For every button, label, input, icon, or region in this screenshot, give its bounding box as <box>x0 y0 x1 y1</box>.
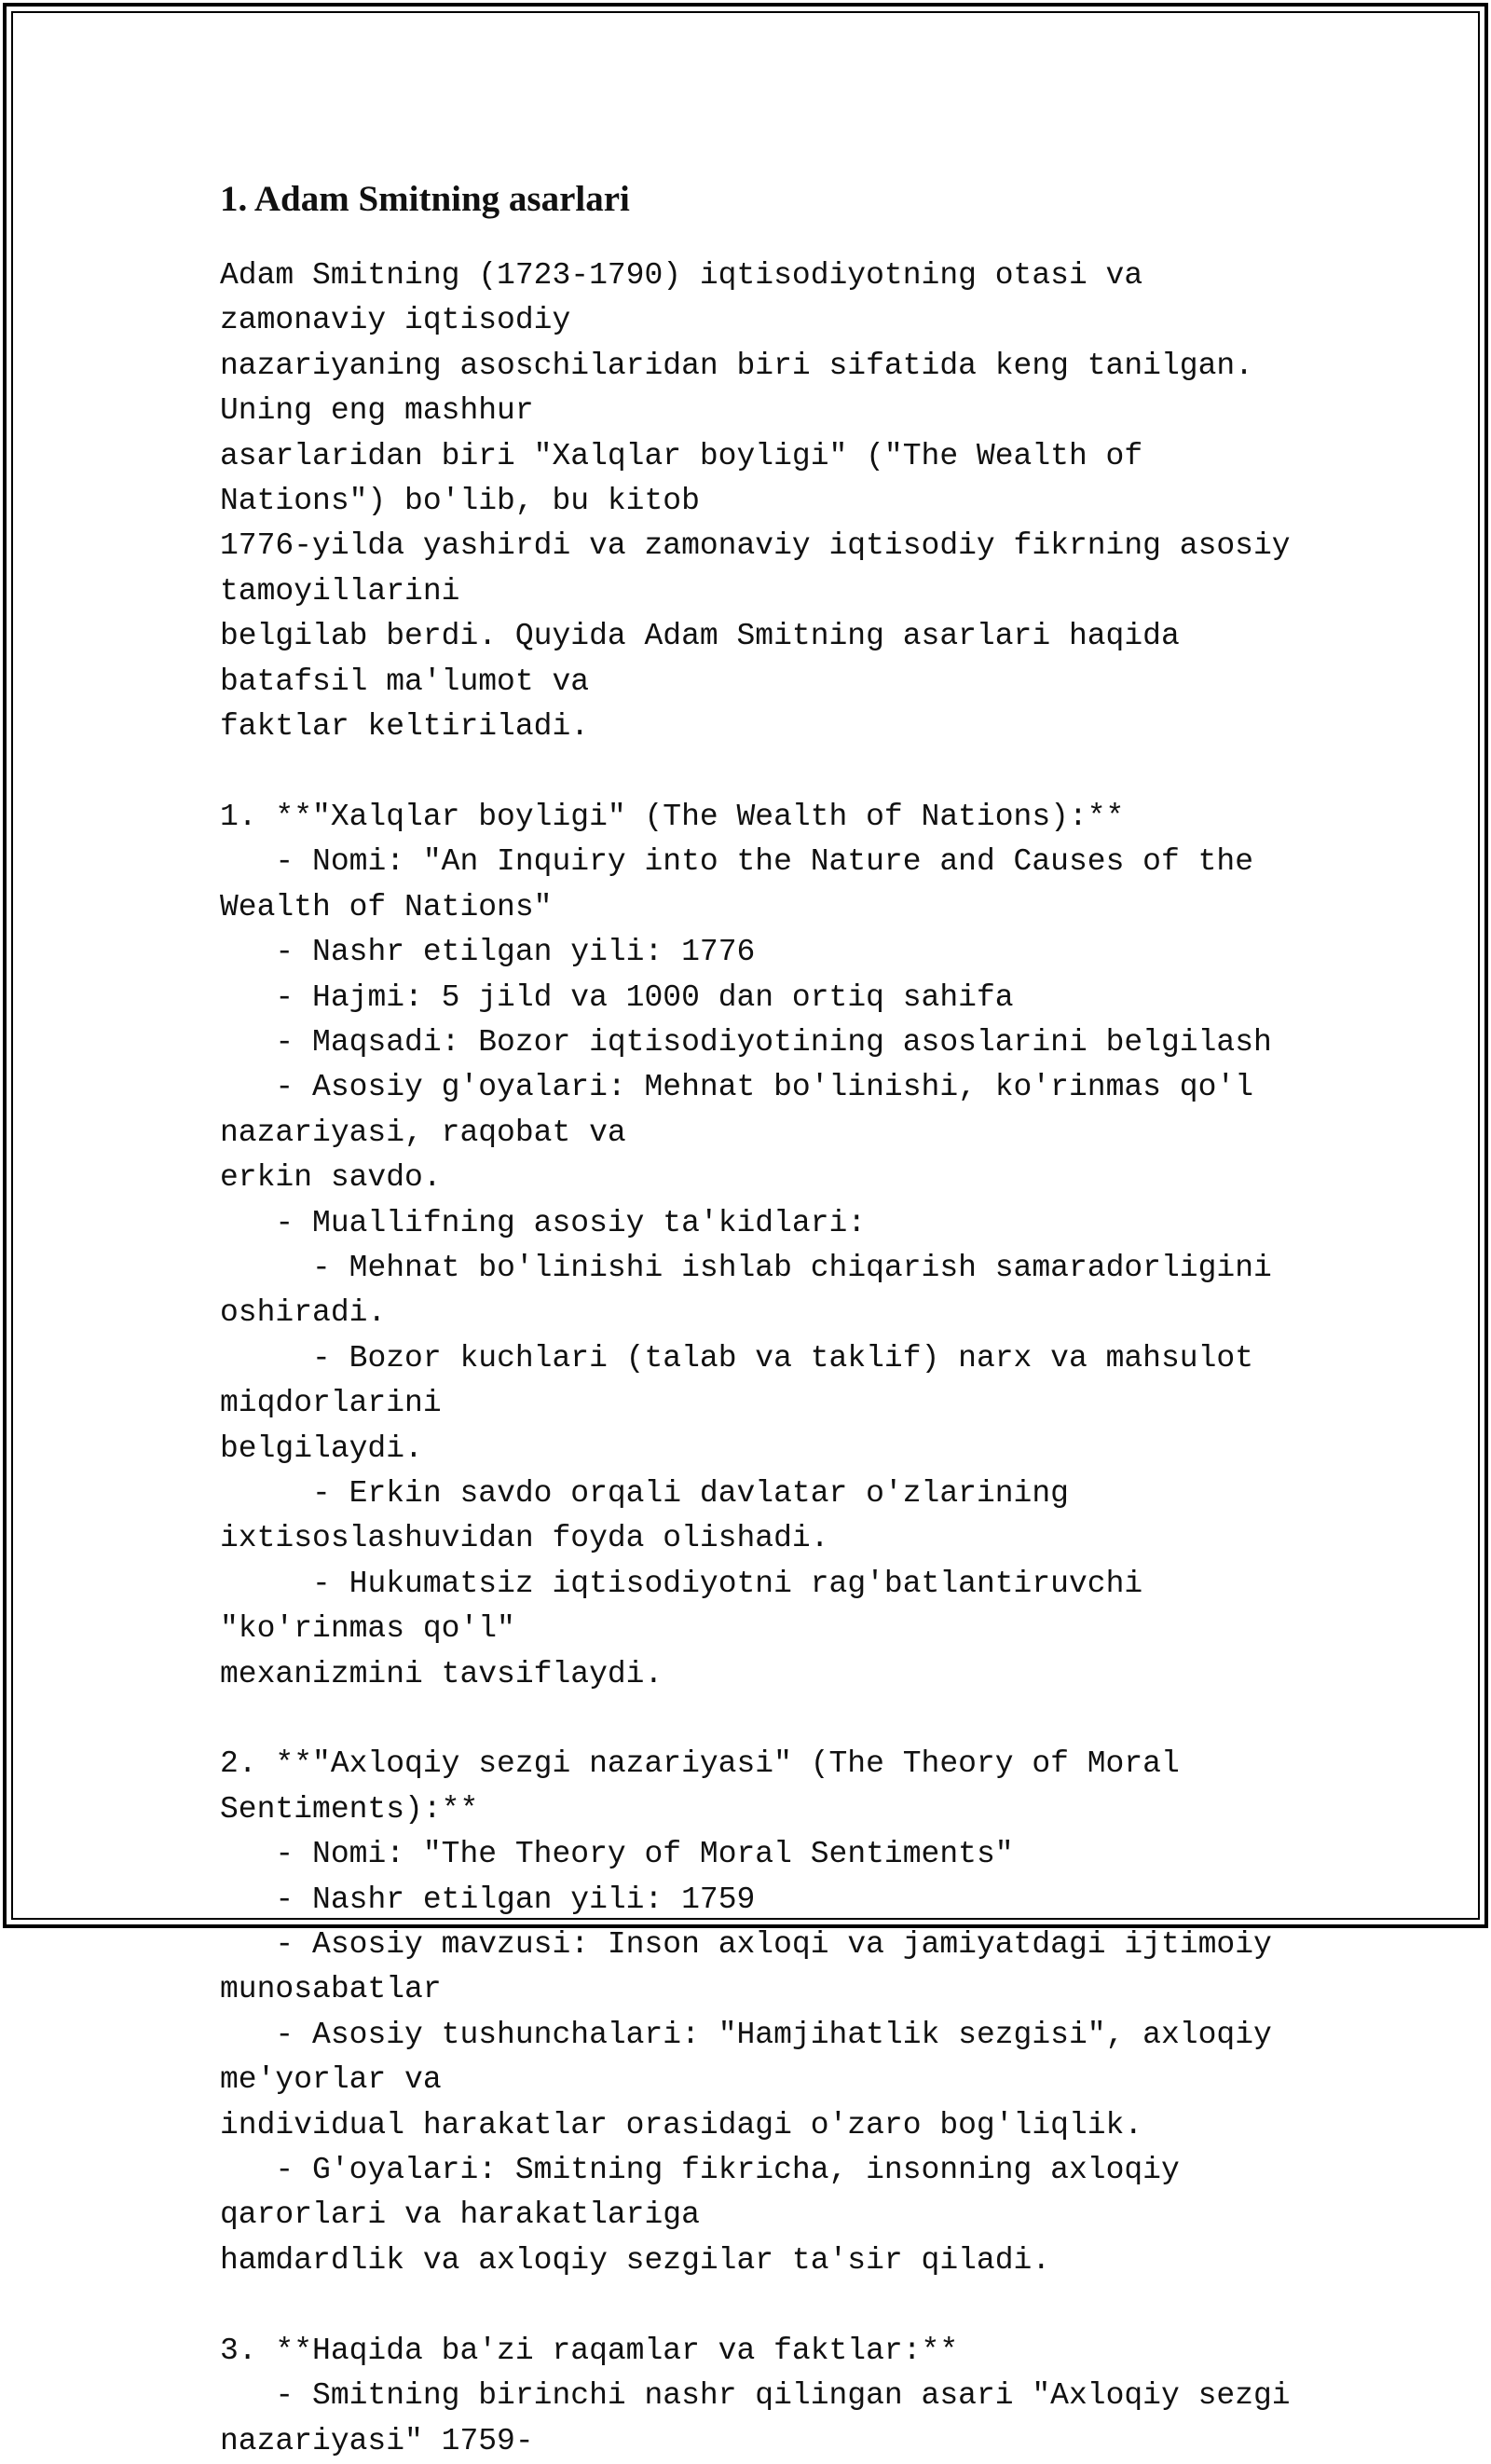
document-title: 1. Adam Smitning asarlari <box>220 179 630 219</box>
document-page <box>220 168 1292 2464</box>
document-body: Adam Smitning (1723-1790) iqtisodiyotning otasi va zamonaviy iqtisodiy nazariyaning asoschilaridan biri sifatida keng tanilgan. Uning eng mashhur asarlaridan biri "Xalqlar boyligi" ("The Wealth of Nations") bo'lib, bu kitob 1776-yilda yashirdi va zamonaviy iqtisodiy fikrning asosiy tamoyillarini belgilab berdi. Quyida Adam Smitning asarlari haqida batafsil ma'lumot va faktlar keltiriladi. 1. **"Xalqlar boyligi" (The Wealth of Nations):** - Nomi: "An Inquiry into the Nature and Causes of the Wealth of Nations" - Nashr etilgan yili: 1776 - Hajmi: 5 jild va 1000 dan ortiq sahifa - Maqsadi: Bozor iqtisodiyotining asoslarini belgilash - Asosiy g'oyalari: Mehnat bo'linishi, ko'rinmas qo'l nazariyasi, raqobat va erkin savdo. - Muallifning asosiy ta'kidlari: - Mehnat bo'linishi ishlab chiqarish samaradorligini oshiradi. - Bozor kuchlari (talab va taklif) narx va mahsulot miqdorlarini belgilaydi. - Erkin savdo orqali davlatar o'zlarining ixtisoslashuvidan foyda olishadi. - Hukumatsiz iqtisodiyotni rag'batlantiruvchi "ko'rinmas qo'l" mexanizmini tavsiflaydi. 2. **"Axloqiy sezgi nazariyasi" (The Theory of Moral Sentiments):** - Nomi: "The Theory of Moral Sentiments" - Nashr etilgan yili: 1759 - Asosiy mavzusi: Inson axloqi va jamiyatdagi ijtimoiy munosabatlar - Asosiy tushunchalari: "Hamjihatlik sezgisi", axloqiy me'yorlar va individual harakatlar orasidagi o'zaro bog'liqlik. - G'oyalari: Smitning fikricha, insonning axloqiy qarorlari va harakatlariga hamdardlik va axloqiy sezgilar ta'sir qiladi. 3. **Haqida ba'zi raqamlar va faktlar:** - Smitning birinchi nashr qilingan asari "Axloqiy sezgi nazariyasi" 1759- <box>220 258 1291 2458</box>
